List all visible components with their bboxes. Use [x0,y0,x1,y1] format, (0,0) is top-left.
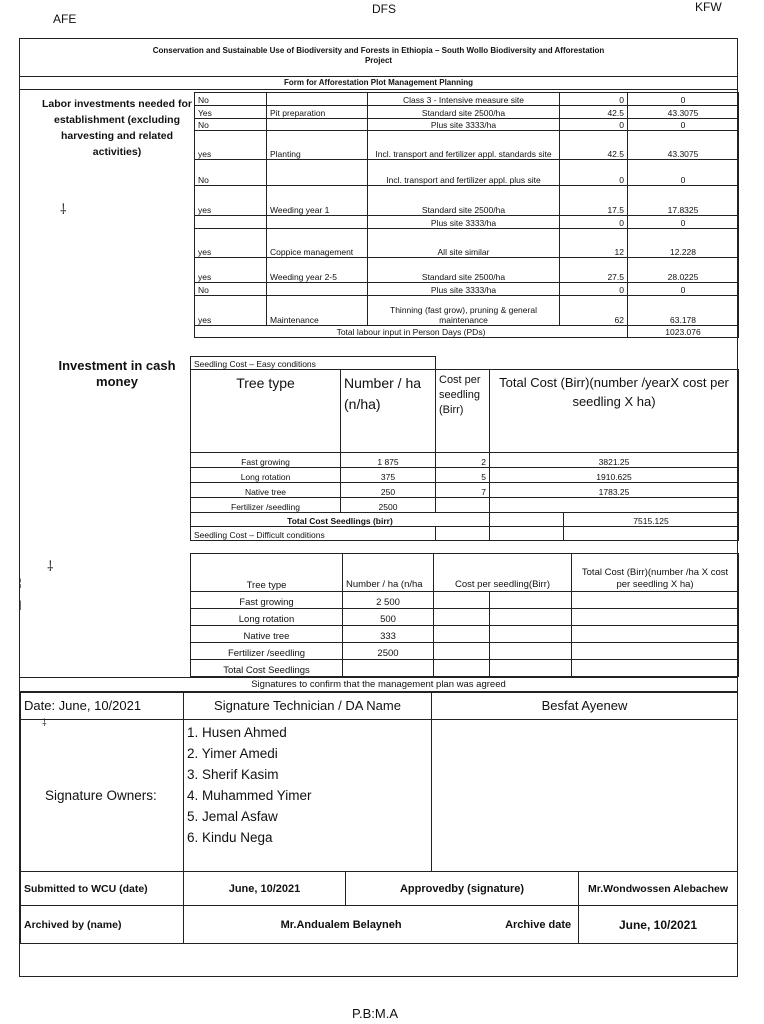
easy-number: 2500 [341,498,436,513]
labor-row [195,186,739,216]
difficult-col-tree: Tree type [191,554,343,592]
easy-row [191,468,739,483]
date-label: Date: June, 10/2021 [21,692,184,720]
easy-number: 1 875 [341,453,436,468]
labor-v2: 43.3075 [628,131,739,160]
owner-name: 5. Jemal Asfaw [187,809,278,824]
labor-investments-label: Labor investments needed for establishment (excluding harvesting and related activities) [42,98,192,158]
labor-v1: 0 [560,283,628,296]
easy-cost [436,498,490,513]
labor-row [195,296,739,326]
labor-desc: Standard site 2500/ha [368,106,560,119]
difficult-type: Long rotation [191,609,343,626]
owners-label: Signature Owners: [21,720,184,872]
labor-flag: No [195,93,267,106]
labor-flag: yes [195,131,267,160]
easy-row [191,453,739,468]
labor-row [195,283,739,296]
labor-v2: 0 [628,216,739,229]
labor-flag: yes [195,296,267,326]
easy-total: 3821.25 [490,453,739,468]
technician-label: Signature Technician / DA Name [184,692,432,720]
labor-activity [267,160,368,186]
easy-type: Native tree [191,483,341,498]
easy-seedling-table [190,356,739,541]
corner-left-label: AFE [53,12,77,26]
easy-heading: Seedling Cost – Easy conditions [191,357,436,370]
labor-row [195,93,739,106]
easy-row [191,498,739,513]
difficult-heading: Seedling Cost – Difficult conditions [191,527,436,541]
labor-flag: Yes [195,106,267,119]
difficult-row [191,626,739,643]
labor-v2: 63.178 [628,296,739,326]
labor-row [195,229,739,258]
easy-cost: 2 [436,453,490,468]
labor-row [195,119,739,131]
easy-col-total: Total Cost (Birr)(number /yearX cost per seedling X ha) [490,370,739,453]
labor-desc: Standard site 2500/ha [368,258,560,283]
form-title: Form for Afforestation Plot Management Planning [20,76,737,90]
easy-col-number: Number / ha (n/ha) [341,370,436,453]
difficult-seedling-table [190,553,739,677]
labor-flag [195,216,267,229]
owner-name: 2. Yimer Amedi [187,746,278,761]
labor-activity [267,216,368,229]
labor-table [194,92,739,338]
easy-type: Long rotation [191,468,341,483]
labor-v2: 17.8325 [628,186,739,216]
labor-row [195,258,739,283]
difficult-type: Fast growing [191,592,343,609]
easy-row [191,483,739,498]
easy-total: 1783.25 [490,483,739,498]
labor-flag: yes [195,186,267,216]
archive-date-label: Archive date [505,918,572,931]
labor-desc: Class 3 - Intensive measure site [368,93,560,106]
technician-name: Besfat Ayenew [432,692,738,720]
labor-v1: 42.5 [560,131,628,160]
labor-activity: Weeding year 1 [267,186,368,216]
labor-activity [267,119,368,131]
labor-flag: No [195,160,267,186]
approved-label: Approvedby (signature) [346,872,579,906]
difficult-col-number: Number / ha (n/ha [343,554,434,592]
labor-desc: Standard site 2500/ha [368,186,560,216]
owner-name: 1. Husen Ahmed [187,725,287,740]
difficult-total-label: Total Cost Seedlings [191,660,343,677]
difficult-col-total: Total Cost (Birr)(number /ha X cost per seedling X ha) [572,554,739,592]
scan-mark-5: ⸸ [42,718,47,729]
labor-row [195,216,739,229]
easy-total-label: Total Cost Seedlings (birr) [191,513,490,527]
labor-desc: Plus site 3333/ha [368,119,560,131]
labor-v1: 0 [560,119,628,131]
labor-activity: Weeding year 2-5 [267,258,368,283]
total-labour-value: 1023.076 [628,326,739,338]
labor-v1: 42.5 [560,106,628,119]
approved-name: Mr.Wondwossen Alebachew [579,872,738,906]
labor-v1: 0 [560,93,628,106]
easy-total-value: 7515.125 [564,513,739,527]
labor-activity [267,93,368,106]
owners-list [184,720,432,872]
project-title: Conservation and Sustainable Use of Biodiversity and Forests in Ethiopia – South Wollo Biodiversity and Afforestation Project [152,46,605,65]
easy-total: 1910.625 [490,468,739,483]
labor-flag: yes [195,258,267,283]
total-labour-label: Total labour input in Person Days (PDs) [195,326,628,338]
archived-label: Archived by (name) [21,906,184,944]
labor-desc: Incl. transport and fertilizer appl. plus site [368,160,560,186]
labor-activity [267,283,368,296]
easy-cost: 5 [436,468,490,483]
labor-v1: 62 [560,296,628,326]
labor-v2: 43.3075 [628,106,739,119]
easy-number: 375 [341,468,436,483]
scan-mark-2: ⸸ [47,558,54,574]
submitted-label: Submitted to WCU (date) [21,872,184,906]
difficult-row [191,609,739,626]
easy-col-cost: Cost per seedling (Birr) [436,370,490,453]
labor-v2: 0 [628,160,739,186]
difficult-row [191,592,739,609]
labor-flag: No [195,119,267,131]
signature-table [20,691,738,872]
difficult-number: 333 [343,626,434,643]
labor-flag: yes [195,229,267,258]
difficult-number: 2500 [343,643,434,660]
labor-v1: 27.5 [560,258,628,283]
owner-name: 6. Kindu Nega [187,830,273,845]
scan-mark-3: ¦ [19,578,22,589]
archived-name: Mr.Andualem Belayneh [280,918,402,931]
owner-name: 3. Sherif Kasim [187,767,279,782]
labor-row [195,106,739,119]
labor-v1: 0 [560,216,628,229]
labor-desc: Plus site 3333/ha [368,216,560,229]
labor-flag: No [195,283,267,296]
labor-v2: 0 [628,119,739,131]
submission-table [20,871,738,944]
labor-activity: Pit preparation [267,106,368,119]
labor-v2: 0 [628,93,739,106]
footer-initials: P.B:M.A [352,1006,399,1021]
scan-mark-4: | [19,600,22,611]
investment-label: Investment in cash money [58,358,176,389]
difficult-number: 2 500 [343,592,434,609]
labor-v2: 28.0225 [628,258,739,283]
easy-number: 250 [341,483,436,498]
labor-row [195,131,739,160]
difficult-number: 500 [343,609,434,626]
labor-v1: 12 [560,229,628,258]
difficult-col-cost: Cost per seedling(Birr) [434,554,572,592]
labor-activity: Coppice management [267,229,368,258]
easy-cost: 7 [436,483,490,498]
labor-desc: Thinning (fast grow), pruning & general maintenance [368,296,560,326]
labor-v1: 0 [560,160,628,186]
labor-activity: Maintenance [267,296,368,326]
labor-desc: Incl. transport and fertilizer appl. standards site [368,131,560,160]
labor-desc: All site similar [368,229,560,258]
labor-v1: 17.5 [560,186,628,216]
scan-mark-1: ⸸ [60,201,67,217]
corner-right-label: KFW [695,0,722,14]
easy-total [490,498,739,513]
difficult-type: Native tree [191,626,343,643]
easy-type: Fertilizer /seedling [191,498,341,513]
labor-row [195,160,739,186]
easy-col-tree: Tree type [191,370,341,453]
corner-center-label: DFS [372,2,396,16]
easy-type: Fast growing [191,453,341,468]
labor-desc: Plus site 3333/ha [368,283,560,296]
labor-v2: 0 [628,283,739,296]
difficult-type: Fertilizer /seedling [191,643,343,660]
archive-date: June, 10/2021 [579,906,738,944]
labor-activity: Planting [267,131,368,160]
submitted-date: June, 10/2021 [184,872,346,906]
owner-name: 4. Muhammed Yimer [187,788,312,803]
signatures-heading: Signatures to confirm that the management plan was agreed [20,677,737,693]
difficult-row [191,643,739,660]
labor-v2: 12.228 [628,229,739,258]
